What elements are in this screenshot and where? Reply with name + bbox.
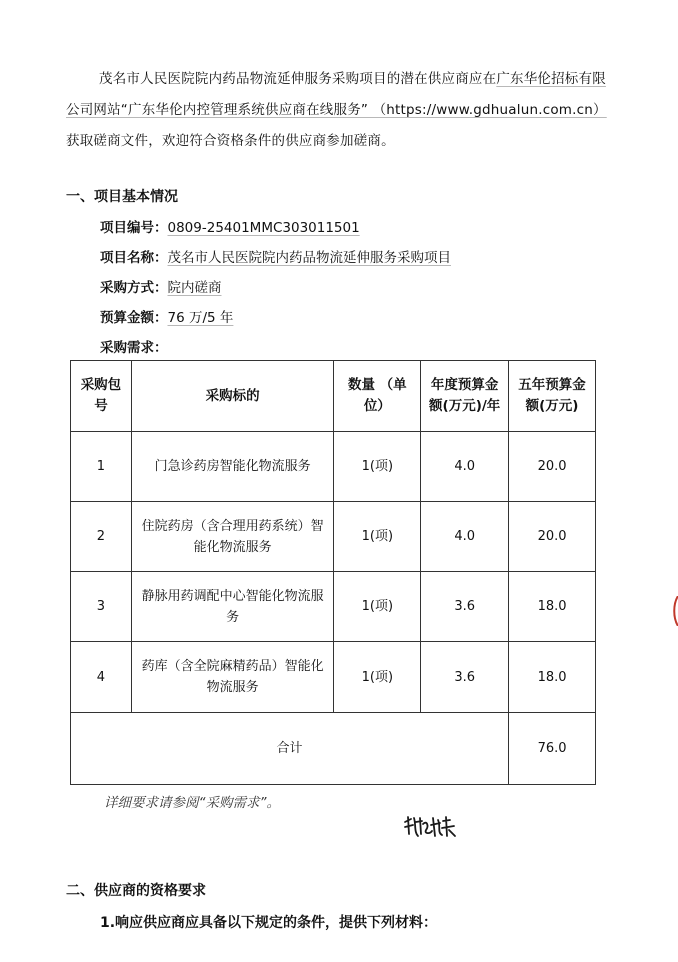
cell-qty: 1(项) xyxy=(334,432,421,502)
table-total-row xyxy=(71,713,596,785)
field-budget xyxy=(100,306,233,326)
intro-text-1: 茂名市人民医院院内药品物流延伸服务采购项目的潜在供应商应在 xyxy=(99,71,497,87)
cell-five-year: 20.0 xyxy=(509,432,596,502)
table-row xyxy=(71,642,596,713)
cell-package: 1 xyxy=(71,432,132,502)
cell-annual: 3.6 xyxy=(421,642,509,713)
section-2-heading: 二、供应商的资格要求 xyxy=(66,883,206,899)
field-value: 茂名市人民医院院内药品物流延伸服务采购项目 xyxy=(167,250,451,266)
table-row xyxy=(71,572,596,642)
section-1-heading: 一、项目基本情况 xyxy=(66,189,178,205)
handwritten-signature xyxy=(402,812,458,840)
table-row xyxy=(71,432,596,502)
cell-package: 2 xyxy=(71,502,132,572)
intro-text-2: 获取磋商文件，欢迎符合资格条件的供应商参加磋商。 xyxy=(66,133,395,149)
field-requirements xyxy=(100,336,168,356)
header-five-year-budget: 五年预算金额(万元) xyxy=(509,361,596,432)
cell-item: 门急诊药房智能化物流服务 xyxy=(131,432,334,502)
field-label: 项目名称： xyxy=(100,250,168,266)
header-item: 采购标的 xyxy=(131,361,334,432)
procurement-table xyxy=(70,360,596,785)
cell-item: 住院药房（含合理用药系统）智能化物流服务 xyxy=(131,502,334,572)
cell-qty: 1(项) xyxy=(334,642,421,713)
cell-total-label: 合计 xyxy=(71,713,509,785)
cell-five-year: 18.0 xyxy=(509,572,596,642)
cell-five-year: 18.0 xyxy=(509,642,596,713)
cell-item: 静脉用药调配中心智能化物流服务 xyxy=(131,572,334,642)
field-project-name xyxy=(100,246,451,266)
field-label: 采购方式： xyxy=(100,280,168,296)
table-header-row xyxy=(71,361,596,432)
cell-qty: 1(项) xyxy=(334,572,421,642)
field-value: 76 万/5 年 xyxy=(167,310,234,326)
seal-edge-fragment xyxy=(672,596,678,626)
header-annual-budget: 年度预算金额(万元)/年 xyxy=(421,361,509,432)
intro-paragraph xyxy=(66,64,616,157)
cell-item: 药库（含全院麻精药品）智能化物流服务 xyxy=(131,642,334,713)
cell-annual: 4.0 xyxy=(421,432,509,502)
field-value: 0809-25401MMC303011501 xyxy=(167,220,360,236)
field-label: 预算金额： xyxy=(100,310,168,326)
detail-note: 详细要求请参阅“采购需求”。 xyxy=(104,795,280,811)
header-package: 采购包号 xyxy=(71,361,132,432)
cell-annual: 3.6 xyxy=(421,572,509,642)
intro-website-link[interactable]: 广东华伦招标有限公司网站“广东华伦内控管理系统供应商在线服务” （https://www.gdhualun.com.cn） xyxy=(66,71,607,118)
cell-total-value: 76.0 xyxy=(509,713,596,785)
field-procurement-method xyxy=(100,276,222,296)
section-2-item-1: 1.响应供应商应具备以下规定的条件，提供下列材料： xyxy=(100,915,438,931)
cell-qty: 1(项) xyxy=(334,502,421,572)
cell-package: 3 xyxy=(71,572,132,642)
field-label: 采购需求： xyxy=(100,340,168,356)
field-project-number xyxy=(100,216,360,236)
cell-package: 4 xyxy=(71,642,132,713)
cell-annual: 4.0 xyxy=(421,502,509,572)
cell-five-year: 20.0 xyxy=(509,502,596,572)
field-value: 院内磋商 xyxy=(167,280,222,296)
header-qty: 数量 （单位） xyxy=(334,361,421,432)
table-row xyxy=(71,502,596,572)
field-label: 项目编号： xyxy=(100,220,168,236)
